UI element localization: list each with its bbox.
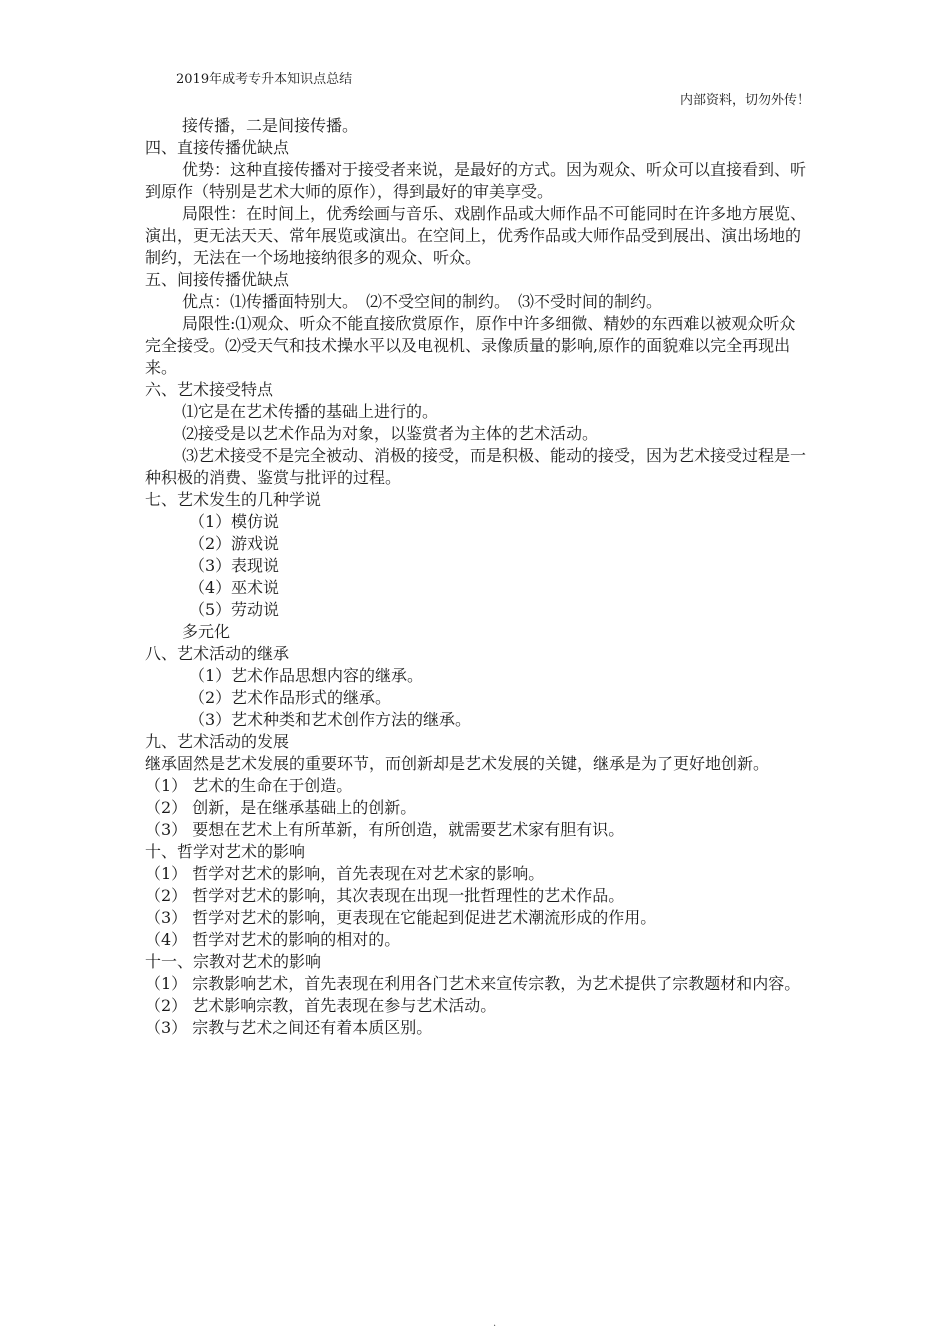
list-number: （4）: [189, 578, 232, 597]
list-number: （2）: [189, 688, 232, 707]
list-text: 艺术作品形式的继承。: [231, 688, 392, 707]
list-item: [145, 577, 810, 599]
header-left: 2019年成考专升本知识点总结: [176, 72, 353, 87]
list-item: （1） 艺术的生命在于创造。: [145, 776, 353, 795]
paragraph: 继承固然是艺术发展的重要环节，而创新却是艺术发展的关键，继承是为了更好地创新。: [145, 754, 770, 773]
list-text: 表现说: [231, 556, 280, 575]
section-heading: 十、哲学对艺术的影响: [145, 842, 306, 861]
section-heading: 五、间接传播优缺点: [145, 270, 290, 289]
list-number: （2）: [189, 534, 232, 553]
section-heading: 六、艺术接受特点: [145, 380, 274, 399]
list-item: ⑶艺术接受不是完全被动、消极的接受，而是积极、能动的接受，因为艺术接受过程是一种积极的消费、鉴赏与批评的过程。: [145, 446, 807, 487]
paragraph: 局限性：在时间上，优秀绘画与音乐、戏剧作品或大师作品不可能同时在许多地方展览、演出，更无法天天、常年展览或演出。在空间上，优秀作品或大师作品受到展出、演出场地的制约，无法在一个场地接纳很多的观众、听众。: [145, 204, 807, 267]
list-number: （1）: [189, 512, 232, 531]
section-heading: 七、艺术发生的几种学说: [145, 490, 322, 509]
list-item: （3） 宗教与艺术之间还有着本质区别。: [145, 1018, 433, 1037]
paragraph: 接传播，二是间接传播。: [182, 116, 359, 135]
list-item: [145, 709, 810, 731]
list-item: [145, 511, 810, 533]
list-item: ⑴它是在艺术传播的基础上进行的。: [182, 402, 439, 421]
list-item: （1） 宗教影响艺术，首先表现在利用各门艺术来宣传宗教，为艺术提供了宗教题材和内容。: [145, 974, 801, 993]
list-number: （3）: [189, 710, 232, 729]
list-text: 艺术种类和艺术创作方法的继承。: [231, 710, 472, 729]
list-text: 巫术说: [231, 578, 280, 597]
list-item: （2） 创新，是在继承基础上的创新。: [145, 798, 417, 817]
list-text: 艺术作品思想内容的继承。: [231, 666, 424, 685]
list-item: （3） 哲学对艺术的影响，更表现在它能起到促进艺术潮流形成的作用。: [145, 908, 657, 927]
list-number: （1）: [189, 666, 232, 685]
list-item: [145, 555, 810, 577]
section-heading: 九、艺术活动的发展: [145, 732, 290, 751]
section-heading: 十一、宗教对艺术的影响: [145, 952, 322, 971]
list-item: （4） 哲学对艺术的影响的相对的。: [145, 930, 401, 949]
list-item: [145, 687, 810, 709]
document-body: [145, 115, 810, 1039]
list-item: [145, 533, 810, 555]
paragraph: 优势：这种直接传播对于接受者来说，是最好的方式。因为观众、听众可以直接看到、听到原作（特别是艺术大师的原作），得到最好的审美享受。: [145, 160, 807, 201]
list-item: ⑵接受是以艺术作品为对象，以鉴赏者为主体的艺术活动。: [182, 424, 599, 443]
list-item: [145, 599, 810, 621]
list-item: （3） 要想在艺术上有所革新，有所创造，就需要艺术家有胆有识。: [145, 820, 625, 839]
section-heading: 四、直接传播优缺点: [145, 138, 290, 157]
paragraph: 局限性:⑴观众、听众不能直接欣赏原作，原作中许多细微、精妙的东西难以被观众听众完全接受。⑵受天气和技术操水平以及电视机、录像质量的影响,原作的面貌难以完全再现出来。: [145, 314, 796, 377]
list-number: （5）: [189, 600, 232, 619]
list-text: 模仿说: [231, 512, 280, 531]
list-number: （3）: [189, 556, 232, 575]
list-item: （2） 哲学对艺术的影响，其次表现在出现一批哲理性的艺术作品。: [145, 886, 625, 905]
footer-mark: .: [493, 1318, 497, 1329]
paragraph: 优点：⑴传播面特别大。 ⑵不受空间的制约。 ⑶不受时间的制约。: [182, 292, 663, 311]
list-text: 游戏说: [231, 534, 280, 553]
paragraph: 多元化: [182, 622, 231, 641]
list-item: [145, 665, 810, 687]
list-item: （2） 艺术影响宗教，首先表现在参与艺术活动。: [145, 996, 497, 1015]
header-right: 内部资料，切勿外传！: [679, 93, 810, 108]
section-heading: 八、艺术活动的继承: [145, 644, 290, 663]
list-text: 劳动说: [231, 600, 280, 619]
list-item: （1） 哲学对艺术的影响，首先表现在对艺术家的影响。: [145, 864, 545, 883]
